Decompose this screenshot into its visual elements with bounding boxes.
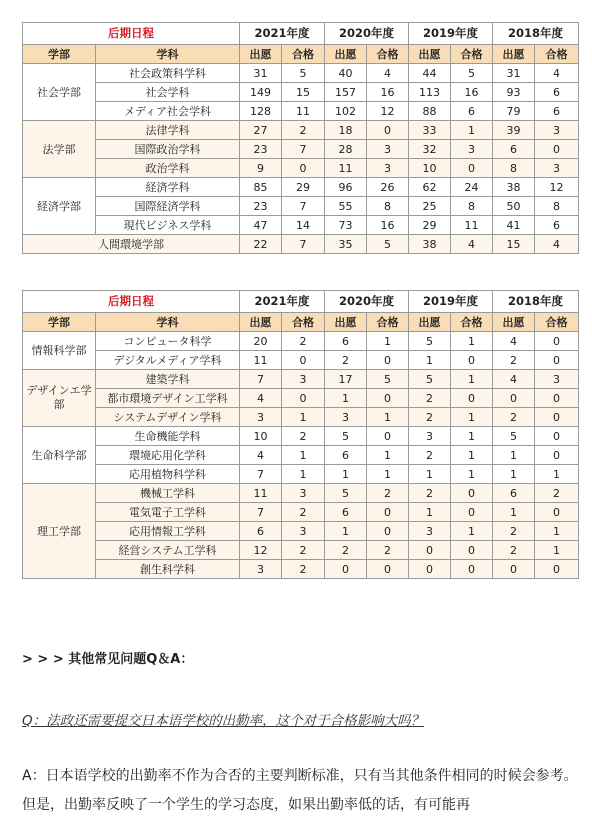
value-cell: 2 <box>282 541 325 560</box>
value-cell: 85 <box>240 178 282 197</box>
value-cell: 0 <box>535 446 579 465</box>
value-cell: 0 <box>451 484 493 503</box>
value-cell: 31 <box>240 64 282 83</box>
value-cell: 1 <box>282 446 325 465</box>
value-cell: 2 <box>493 408 535 427</box>
value-cell: 4 <box>240 446 282 465</box>
value-cell: 1 <box>367 332 409 351</box>
value-cell: 3 <box>282 370 325 389</box>
value-cell: 5 <box>367 235 409 254</box>
value-cell: 4 <box>240 389 282 408</box>
subject-cell: 機械工学科 <box>96 484 240 503</box>
faq-answer: A：日本语学校的出勤率不作为合否的主要判断标准，只有当其他条件相同的时候会参考。但是，出勤率反映了一个学生的学习态度，如果出勤率低的话，有可能再 <box>22 768 578 813</box>
value-cell: 0 <box>282 351 325 370</box>
year-header: 2019年度 <box>409 23 493 45</box>
value-cell: 2 <box>535 484 579 503</box>
table-row <box>23 102 579 121</box>
table-row <box>23 216 579 235</box>
value-cell: 79 <box>493 102 535 121</box>
value-cell: 5 <box>282 64 325 83</box>
value-cell: 6 <box>493 140 535 159</box>
year-header: 2021年度 <box>240 291 325 313</box>
column-header-applicants: 出愿 <box>409 45 451 64</box>
subject-cell: 国際政治学科 <box>96 140 240 159</box>
subject-cell: 電気電子工学科 <box>96 503 240 522</box>
value-cell: 0 <box>451 503 493 522</box>
column-header-passed: 合格 <box>282 45 325 64</box>
value-cell: 2 <box>409 389 451 408</box>
value-cell: 41 <box>493 216 535 235</box>
subject-cell: メディア社会学科 <box>96 102 240 121</box>
dept-cell: 法学部 <box>23 121 96 178</box>
value-cell: 7 <box>240 503 282 522</box>
column-header-passed: 合格 <box>535 313 579 332</box>
value-cell: 29 <box>409 216 451 235</box>
value-cell: 1 <box>451 370 493 389</box>
table-row <box>23 484 579 503</box>
schedule-label: 后期日程 <box>23 291 240 313</box>
column-header-passed: 合格 <box>535 45 579 64</box>
value-cell: 2 <box>367 541 409 560</box>
value-cell: 0 <box>535 408 579 427</box>
value-cell: 1 <box>325 522 367 541</box>
value-cell: 1 <box>325 389 367 408</box>
value-cell: 44 <box>409 64 451 83</box>
value-cell: 0 <box>493 389 535 408</box>
dept-cell: 社会学部 <box>23 64 96 121</box>
value-cell: 11 <box>325 159 367 178</box>
value-cell: 20 <box>240 332 282 351</box>
exam-results-table-2 <box>22 290 579 579</box>
value-cell: 2 <box>493 541 535 560</box>
value-cell: 2 <box>282 560 325 579</box>
value-cell: 2 <box>325 351 367 370</box>
column-header-passed: 合格 <box>451 45 493 64</box>
value-cell: 0 <box>282 159 325 178</box>
value-cell: 2 <box>409 446 451 465</box>
value-cell: 93 <box>493 83 535 102</box>
value-cell: 11 <box>240 351 282 370</box>
value-cell: 1 <box>451 408 493 427</box>
value-cell: 8 <box>535 197 579 216</box>
table-row <box>23 541 579 560</box>
column-header-passed: 合格 <box>451 313 493 332</box>
value-cell: 113 <box>409 83 451 102</box>
year-header-row <box>23 23 579 45</box>
value-cell: 2 <box>325 541 367 560</box>
subject-cell: 応用植物科学科 <box>96 465 240 484</box>
value-cell: 1 <box>451 465 493 484</box>
column-header-dept: 学部 <box>23 313 96 332</box>
value-cell: 6 <box>451 102 493 121</box>
table-row <box>23 121 579 140</box>
value-cell: 22 <box>240 235 282 254</box>
subject-cell: 社会政策科学科 <box>96 64 240 83</box>
value-cell: 0 <box>409 560 451 579</box>
value-cell: 149 <box>240 83 282 102</box>
value-cell: 88 <box>409 102 451 121</box>
value-cell: 5 <box>493 427 535 446</box>
column-header-applicants: 出愿 <box>493 45 535 64</box>
subject-cell: 建築学科 <box>96 370 240 389</box>
value-cell: 3 <box>535 370 579 389</box>
value-cell: 3 <box>240 560 282 579</box>
column-header-applicants: 出愿 <box>325 313 367 332</box>
subject-cell: システムデザイン学科 <box>96 408 240 427</box>
subject-cell: 都市環境デザイン工学科 <box>96 389 240 408</box>
table-row <box>23 408 579 427</box>
value-cell: 0 <box>367 503 409 522</box>
value-cell: 38 <box>409 235 451 254</box>
value-cell: 6 <box>535 83 579 102</box>
year-header: 2018年度 <box>493 291 579 313</box>
value-cell: 128 <box>240 102 282 121</box>
dept-cell: 情報科学部 <box>23 332 96 370</box>
value-cell: 0 <box>325 560 367 579</box>
faq-question: Q：法政还需要提交日本语学校的出勤率，这个对于合格影响大吗？ <box>22 713 425 729</box>
table-row <box>23 332 579 351</box>
value-cell: 3 <box>535 121 579 140</box>
year-header: 2020年度 <box>325 23 409 45</box>
table-row <box>23 465 579 484</box>
value-cell: 35 <box>325 235 367 254</box>
value-cell: 1 <box>282 408 325 427</box>
value-cell: 4 <box>535 64 579 83</box>
faq-heading: > > > 其他常见问题Q＆A： <box>22 652 194 667</box>
table-row <box>23 503 579 522</box>
value-cell: 32 <box>409 140 451 159</box>
subject-cell: 創生科学科 <box>96 560 240 579</box>
value-cell: 2 <box>493 351 535 370</box>
value-cell: 6 <box>493 484 535 503</box>
column-header-passed: 合格 <box>367 45 409 64</box>
table-row <box>23 351 579 370</box>
value-cell: 55 <box>325 197 367 216</box>
value-cell: 11 <box>282 102 325 121</box>
value-cell: 0 <box>493 560 535 579</box>
value-cell: 47 <box>240 216 282 235</box>
value-cell: 33 <box>409 121 451 140</box>
column-header-row <box>23 45 579 64</box>
value-cell: 3 <box>367 159 409 178</box>
dept-cell: 理工学部 <box>23 484 96 579</box>
value-cell: 7 <box>240 370 282 389</box>
value-cell: 12 <box>367 102 409 121</box>
table-row <box>23 83 579 102</box>
value-cell: 1 <box>535 522 579 541</box>
value-cell: 6 <box>325 503 367 522</box>
value-cell: 1 <box>451 427 493 446</box>
value-cell: 1 <box>451 446 493 465</box>
value-cell: 73 <box>325 216 367 235</box>
value-cell: 9 <box>240 159 282 178</box>
value-cell: 5 <box>367 370 409 389</box>
subject-cell: 政治学科 <box>96 159 240 178</box>
subject-cell: 現代ビジネス学科 <box>96 216 240 235</box>
value-cell: 3 <box>240 408 282 427</box>
value-cell: 6 <box>535 216 579 235</box>
value-cell: 0 <box>451 560 493 579</box>
value-cell: 1 <box>535 465 579 484</box>
value-cell: 6 <box>325 332 367 351</box>
value-cell: 1 <box>493 465 535 484</box>
dept-cell: 人間環境学部 <box>23 235 240 254</box>
value-cell: 6 <box>535 102 579 121</box>
value-cell: 1 <box>409 465 451 484</box>
value-cell: 3 <box>409 427 451 446</box>
column-header-subject: 学科 <box>96 45 240 64</box>
value-cell: 0 <box>282 389 325 408</box>
table-row <box>23 159 579 178</box>
dept-cell: 生命科学部 <box>23 427 96 484</box>
value-cell: 0 <box>535 140 579 159</box>
value-cell: 4 <box>493 332 535 351</box>
value-cell: 3 <box>367 140 409 159</box>
value-cell: 3 <box>282 484 325 503</box>
value-cell: 8 <box>493 159 535 178</box>
subject-cell: 法律学科 <box>96 121 240 140</box>
table-row <box>23 427 579 446</box>
column-header-applicants: 出愿 <box>325 45 367 64</box>
value-cell: 7 <box>282 235 325 254</box>
column-header-applicants: 出愿 <box>409 313 451 332</box>
table-row <box>23 197 579 216</box>
value-cell: 14 <box>282 216 325 235</box>
value-cell: 4 <box>451 235 493 254</box>
column-header-passed: 合格 <box>367 313 409 332</box>
value-cell: 1 <box>282 465 325 484</box>
value-cell: 0 <box>535 427 579 446</box>
value-cell: 23 <box>240 197 282 216</box>
year-header-row <box>23 291 579 313</box>
subject-cell: 経営システム工学科 <box>96 541 240 560</box>
value-cell: 3 <box>535 159 579 178</box>
year-header: 2021年度 <box>240 23 325 45</box>
value-cell: 1 <box>409 351 451 370</box>
value-cell: 0 <box>535 503 579 522</box>
table-row <box>23 446 579 465</box>
value-cell: 0 <box>535 351 579 370</box>
value-cell: 1 <box>367 408 409 427</box>
subject-cell: デジタルメディア学科 <box>96 351 240 370</box>
year-header: 2019年度 <box>409 291 493 313</box>
value-cell: 38 <box>493 178 535 197</box>
column-header-dept: 学部 <box>23 45 96 64</box>
dept-cell: デザインエ学部 <box>23 370 96 427</box>
value-cell: 2 <box>493 522 535 541</box>
subject-cell: 社会学科 <box>96 83 240 102</box>
value-cell: 50 <box>493 197 535 216</box>
table-row <box>23 522 579 541</box>
value-cell: 24 <box>451 178 493 197</box>
value-cell: 0 <box>451 351 493 370</box>
value-cell: 1 <box>451 522 493 541</box>
table-row <box>23 140 579 159</box>
value-cell: 8 <box>367 197 409 216</box>
subject-cell: 国際経済学科 <box>96 197 240 216</box>
value-cell: 3 <box>282 522 325 541</box>
value-cell: 5 <box>325 484 367 503</box>
value-cell: 11 <box>240 484 282 503</box>
value-cell: 27 <box>240 121 282 140</box>
value-cell: 96 <box>325 178 367 197</box>
value-cell: 6 <box>325 446 367 465</box>
exam-results-table-1 <box>22 22 579 254</box>
value-cell: 2 <box>409 408 451 427</box>
value-cell: 0 <box>367 427 409 446</box>
value-cell: 1 <box>535 541 579 560</box>
value-cell: 25 <box>409 197 451 216</box>
value-cell: 16 <box>451 83 493 102</box>
subject-cell: 応用情報工学科 <box>96 522 240 541</box>
value-cell: 3 <box>409 522 451 541</box>
value-cell: 1 <box>325 465 367 484</box>
value-cell: 16 <box>367 216 409 235</box>
value-cell: 2 <box>282 427 325 446</box>
value-cell: 29 <box>282 178 325 197</box>
value-cell: 26 <box>367 178 409 197</box>
value-cell: 2 <box>409 484 451 503</box>
column-header-row <box>23 313 579 332</box>
value-cell: 16 <box>367 83 409 102</box>
value-cell: 7 <box>240 465 282 484</box>
year-header: 2018年度 <box>493 23 579 45</box>
value-cell: 1 <box>451 121 493 140</box>
value-cell: 4 <box>535 235 579 254</box>
value-cell: 0 <box>367 351 409 370</box>
value-cell: 3 <box>451 140 493 159</box>
value-cell: 10 <box>240 427 282 446</box>
value-cell: 2 <box>367 484 409 503</box>
value-cell: 0 <box>367 389 409 408</box>
value-cell: 0 <box>451 389 493 408</box>
value-cell: 28 <box>325 140 367 159</box>
table-row <box>23 560 579 579</box>
value-cell: 2 <box>282 121 325 140</box>
value-cell: 10 <box>409 159 451 178</box>
value-cell: 1 <box>493 503 535 522</box>
value-cell: 0 <box>409 541 451 560</box>
value-cell: 11 <box>451 216 493 235</box>
column-header-applicants: 出愿 <box>240 45 282 64</box>
subject-cell: 経済学科 <box>96 178 240 197</box>
value-cell: 1 <box>367 465 409 484</box>
value-cell: 102 <box>325 102 367 121</box>
dept-cell: 経済学部 <box>23 178 96 235</box>
value-cell: 40 <box>325 64 367 83</box>
value-cell: 157 <box>325 83 367 102</box>
table-row <box>23 64 579 83</box>
table-row <box>23 389 579 408</box>
value-cell: 23 <box>240 140 282 159</box>
value-cell: 6 <box>240 522 282 541</box>
value-cell: 2 <box>282 503 325 522</box>
value-cell: 5 <box>409 332 451 351</box>
subject-cell: コンピュータ科学 <box>96 332 240 351</box>
value-cell: 62 <box>409 178 451 197</box>
table-row <box>23 235 579 254</box>
value-cell: 2 <box>282 332 325 351</box>
column-header-applicants: 出愿 <box>493 313 535 332</box>
value-cell: 1 <box>409 503 451 522</box>
value-cell: 0 <box>535 332 579 351</box>
value-cell: 4 <box>367 64 409 83</box>
value-cell: 3 <box>325 408 367 427</box>
value-cell: 0 <box>367 522 409 541</box>
value-cell: 0 <box>451 541 493 560</box>
year-header: 2020年度 <box>325 291 409 313</box>
value-cell: 7 <box>282 197 325 216</box>
column-header-passed: 合格 <box>282 313 325 332</box>
value-cell: 8 <box>451 197 493 216</box>
table-row <box>23 178 579 197</box>
value-cell: 39 <box>493 121 535 140</box>
value-cell: 31 <box>493 64 535 83</box>
column-header-applicants: 出愿 <box>240 313 282 332</box>
value-cell: 0 <box>535 560 579 579</box>
value-cell: 5 <box>409 370 451 389</box>
value-cell: 15 <box>493 235 535 254</box>
schedule-label: 后期日程 <box>23 23 240 45</box>
value-cell: 0 <box>367 560 409 579</box>
value-cell: 0 <box>535 389 579 408</box>
value-cell: 12 <box>535 178 579 197</box>
subject-cell: 環境応用化学科 <box>96 446 240 465</box>
value-cell: 5 <box>325 427 367 446</box>
value-cell: 4 <box>493 370 535 389</box>
value-cell: 1 <box>493 446 535 465</box>
value-cell: 15 <box>282 83 325 102</box>
table-row <box>23 370 579 389</box>
value-cell: 17 <box>325 370 367 389</box>
column-header-subject: 学科 <box>96 313 240 332</box>
value-cell: 1 <box>451 332 493 351</box>
value-cell: 18 <box>325 121 367 140</box>
value-cell: 5 <box>451 64 493 83</box>
value-cell: 1 <box>367 446 409 465</box>
subject-cell: 生命機能学科 <box>96 427 240 446</box>
value-cell: 7 <box>282 140 325 159</box>
value-cell: 0 <box>367 121 409 140</box>
value-cell: 0 <box>451 159 493 178</box>
value-cell: 12 <box>240 541 282 560</box>
